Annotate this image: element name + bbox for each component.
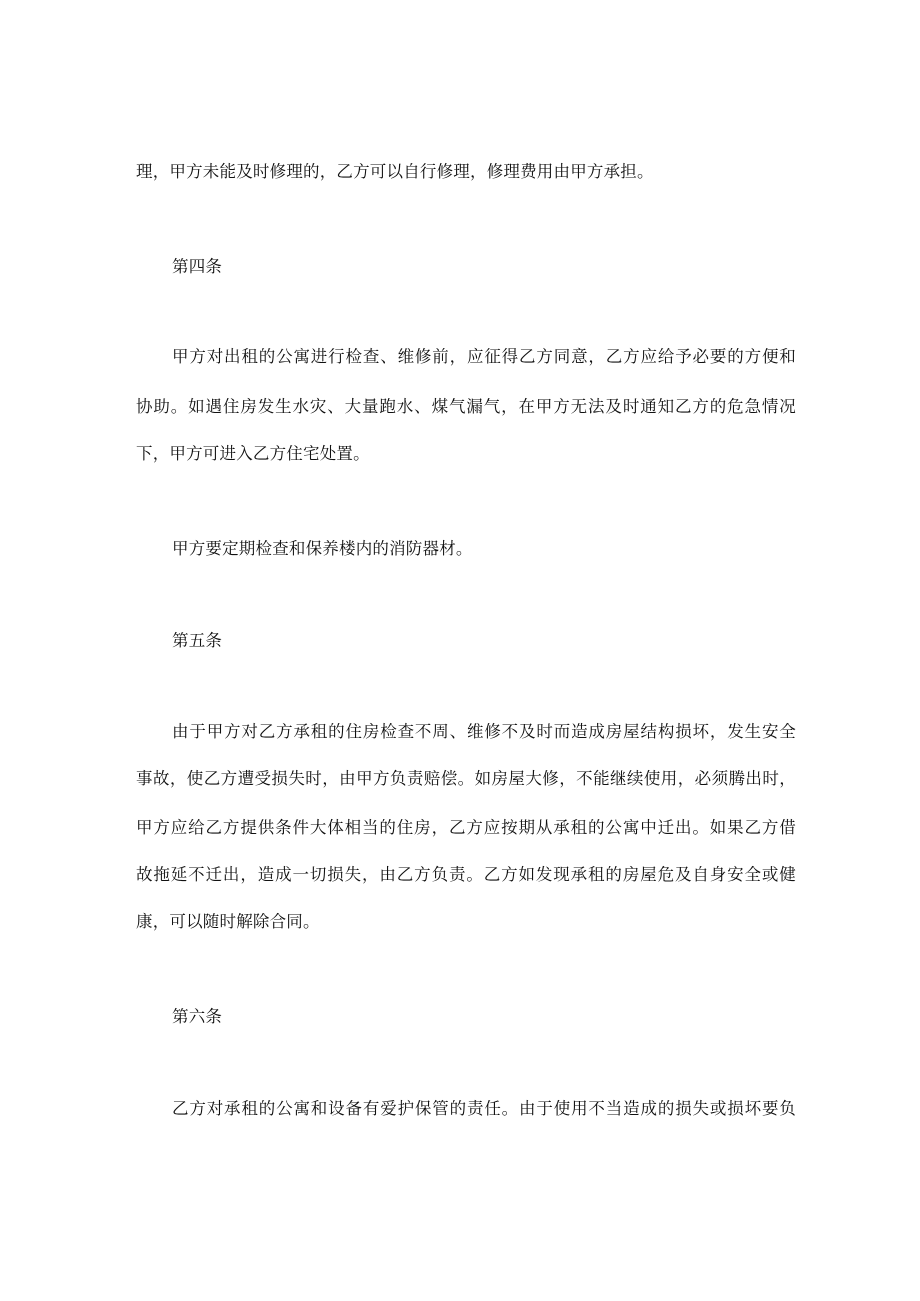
paragraph-line-damage-1: 由于甲方对乙方承租的住房检查不周、维修不及时而造成房屋结构损坏，发生安全 [172, 722, 796, 741]
article-four-heading: 第四条 [172, 257, 223, 276]
paragraph-line-inspection-3: 下，甲方可进入乙方住宅处置。 [136, 444, 370, 463]
paragraph-line-repair-cost: 理，甲方未能及时修理的，乙方可以自行修理，修理费用由甲方承担。 [136, 162, 654, 181]
article-five-heading: 第五条 [172, 631, 223, 650]
paragraph-line-damage-3: 甲方应给乙方提供条件大体相当的住房，乙方应按期从承租的公寓中迁出。如果乙方借 [136, 818, 796, 837]
paragraph-line-damage-2: 事故，使乙方遭受损失时，由甲方负责赔偿。如房屋大修，不能继续使用，必须腾出时， [136, 769, 796, 788]
paragraph-line-damage-4: 故拖延不迁出，造成一切损失，由乙方负责。乙方如发现承租的房屋危及自身安全或健 [136, 865, 796, 884]
paragraph-line-damage-5: 康，可以随时解除合同。 [136, 912, 320, 931]
paragraph-line-tenant-care: 乙方对承租的公寓和设备有爱护保管的责任。由于使用不当造成的损失或损坏要负 [172, 1099, 796, 1118]
paragraph-line-inspection-1: 甲方对出租的公寓进行检查、维修前，应征得乙方同意，乙方应给予必要的方便和 [172, 347, 796, 366]
article-six-heading: 第六条 [172, 1007, 223, 1026]
paragraph-line-inspection-2: 协助。如遇住房发生水灾、大量跑水、煤气漏气，在甲方无法及时通知乙方的危急情况 [136, 397, 796, 416]
paragraph-fire-equipment: 甲方要定期检查和保养楼内的消防器材。 [172, 539, 473, 558]
